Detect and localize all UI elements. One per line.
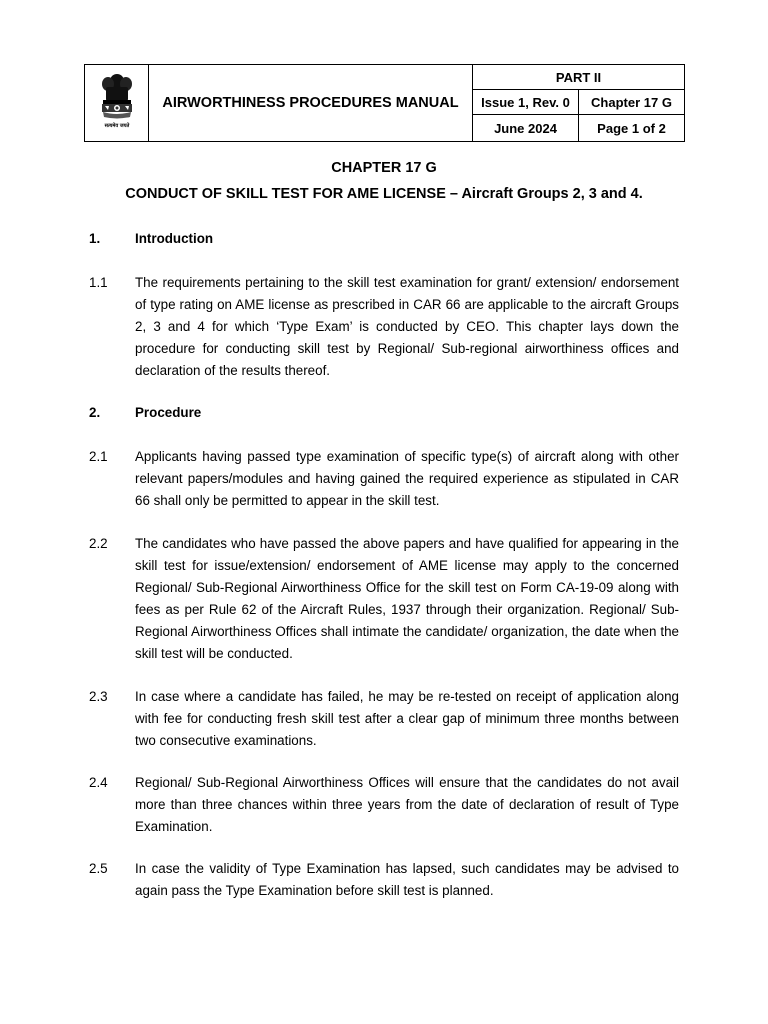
section-number: 1. — [89, 231, 101, 246]
paragraph-text: The candidates who have passed the above papers and have qualified for appearing in the skill test for issue/extension/ endorsement of AME license may apply to the concerned Regional/ Sub-Regional Airworthiness Office for the skill test on Form CA-19-09 along with fees as per Rule 62 of the Aircraft Rules, 1937 through their organization. Regional/ Sub-Regional Airworthiness Offices shall intimate the candidate/ organization, the date when the skill test will be conducted. — [135, 536, 679, 661]
section-heading-introduction — [89, 228, 679, 250]
section-title: Introduction — [135, 231, 214, 246]
paragraph-number: 1.1 — [89, 275, 108, 290]
paragraph-number: 2.1 — [89, 449, 108, 464]
paragraph-number: 2.3 — [89, 689, 108, 704]
paragraph-text: In case where a candidate has failed, he may be re-tested on receipt of application along with fee for conducting fresh skill test after a clear gap of minimum three months between two consecutive examinations. — [135, 689, 679, 748]
emblem-cell — [85, 65, 149, 142]
manual-title: AIRWORTHINESS PROCEDURES MANUAL — [149, 65, 473, 142]
section-number: 2. — [89, 405, 101, 420]
paragraph-2-1 — [89, 446, 679, 512]
paragraph-text: Regional/ Sub-Regional Airworthiness Offices will ensure that the candidates do not avail more than three chances within three years from the date of declaration of result of Type Examination. — [135, 775, 679, 834]
emblem-caption: सत्यमेव जयते — [104, 123, 129, 129]
paragraph-2-4 — [89, 772, 679, 838]
paragraph-2-2 — [89, 533, 679, 665]
paragraph-1-1 — [89, 272, 679, 382]
paragraph-text: In case the validity of Type Examination has lapsed, such candidates may be advised to again pass the Type Examination before skill test is planned. — [135, 861, 679, 898]
part-label: PART II — [473, 65, 685, 90]
section-heading-procedure — [89, 402, 679, 424]
paragraph-2-3 — [89, 686, 679, 752]
chapter-heading: CHAPTER 17 G — [331, 160, 437, 176]
chapter-label: Chapter 17 G — [579, 90, 685, 115]
paragraph-text: The requirements pertaining to the skill test examination for grant/ extension/ endorsement of type rating on AME license as prescribed in CAR 66 are applicable to the aircraft Groups 2, 3 and 4 for which ‘Type Exam’ is conducted by CEO. This chapter lays down the procedure for conducting skill test by Regional/ Sub-regional airworthiness offices and declaration of the results thereof. — [135, 275, 679, 378]
paragraph-text: Applicants having passed type examination of specific type(s) of aircraft along with other relevant papers/modules and having gained the required experience as stipulated in CAR 66 shall only be permitted to appear in the skill test. — [135, 449, 679, 508]
paragraph-number: 2.4 — [89, 775, 108, 790]
section-title: Procedure — [135, 405, 202, 420]
paragraph-number: 2.5 — [89, 861, 108, 876]
chapter-subtitle: CONDUCT OF SKILL TEST FOR AME LICENSE – Aircraft Groups 2, 3 and 4. — [125, 186, 643, 202]
document-header — [84, 64, 685, 142]
paragraph-number: 2.2 — [89, 536, 108, 551]
date-label: June 2024 — [473, 115, 579, 142]
page-number: Page 1 of 2 — [579, 115, 685, 142]
national-emblem-icon — [97, 72, 137, 134]
paragraph-2-5 — [89, 858, 679, 902]
issue-label: Issue 1, Rev. 0 — [473, 90, 579, 115]
